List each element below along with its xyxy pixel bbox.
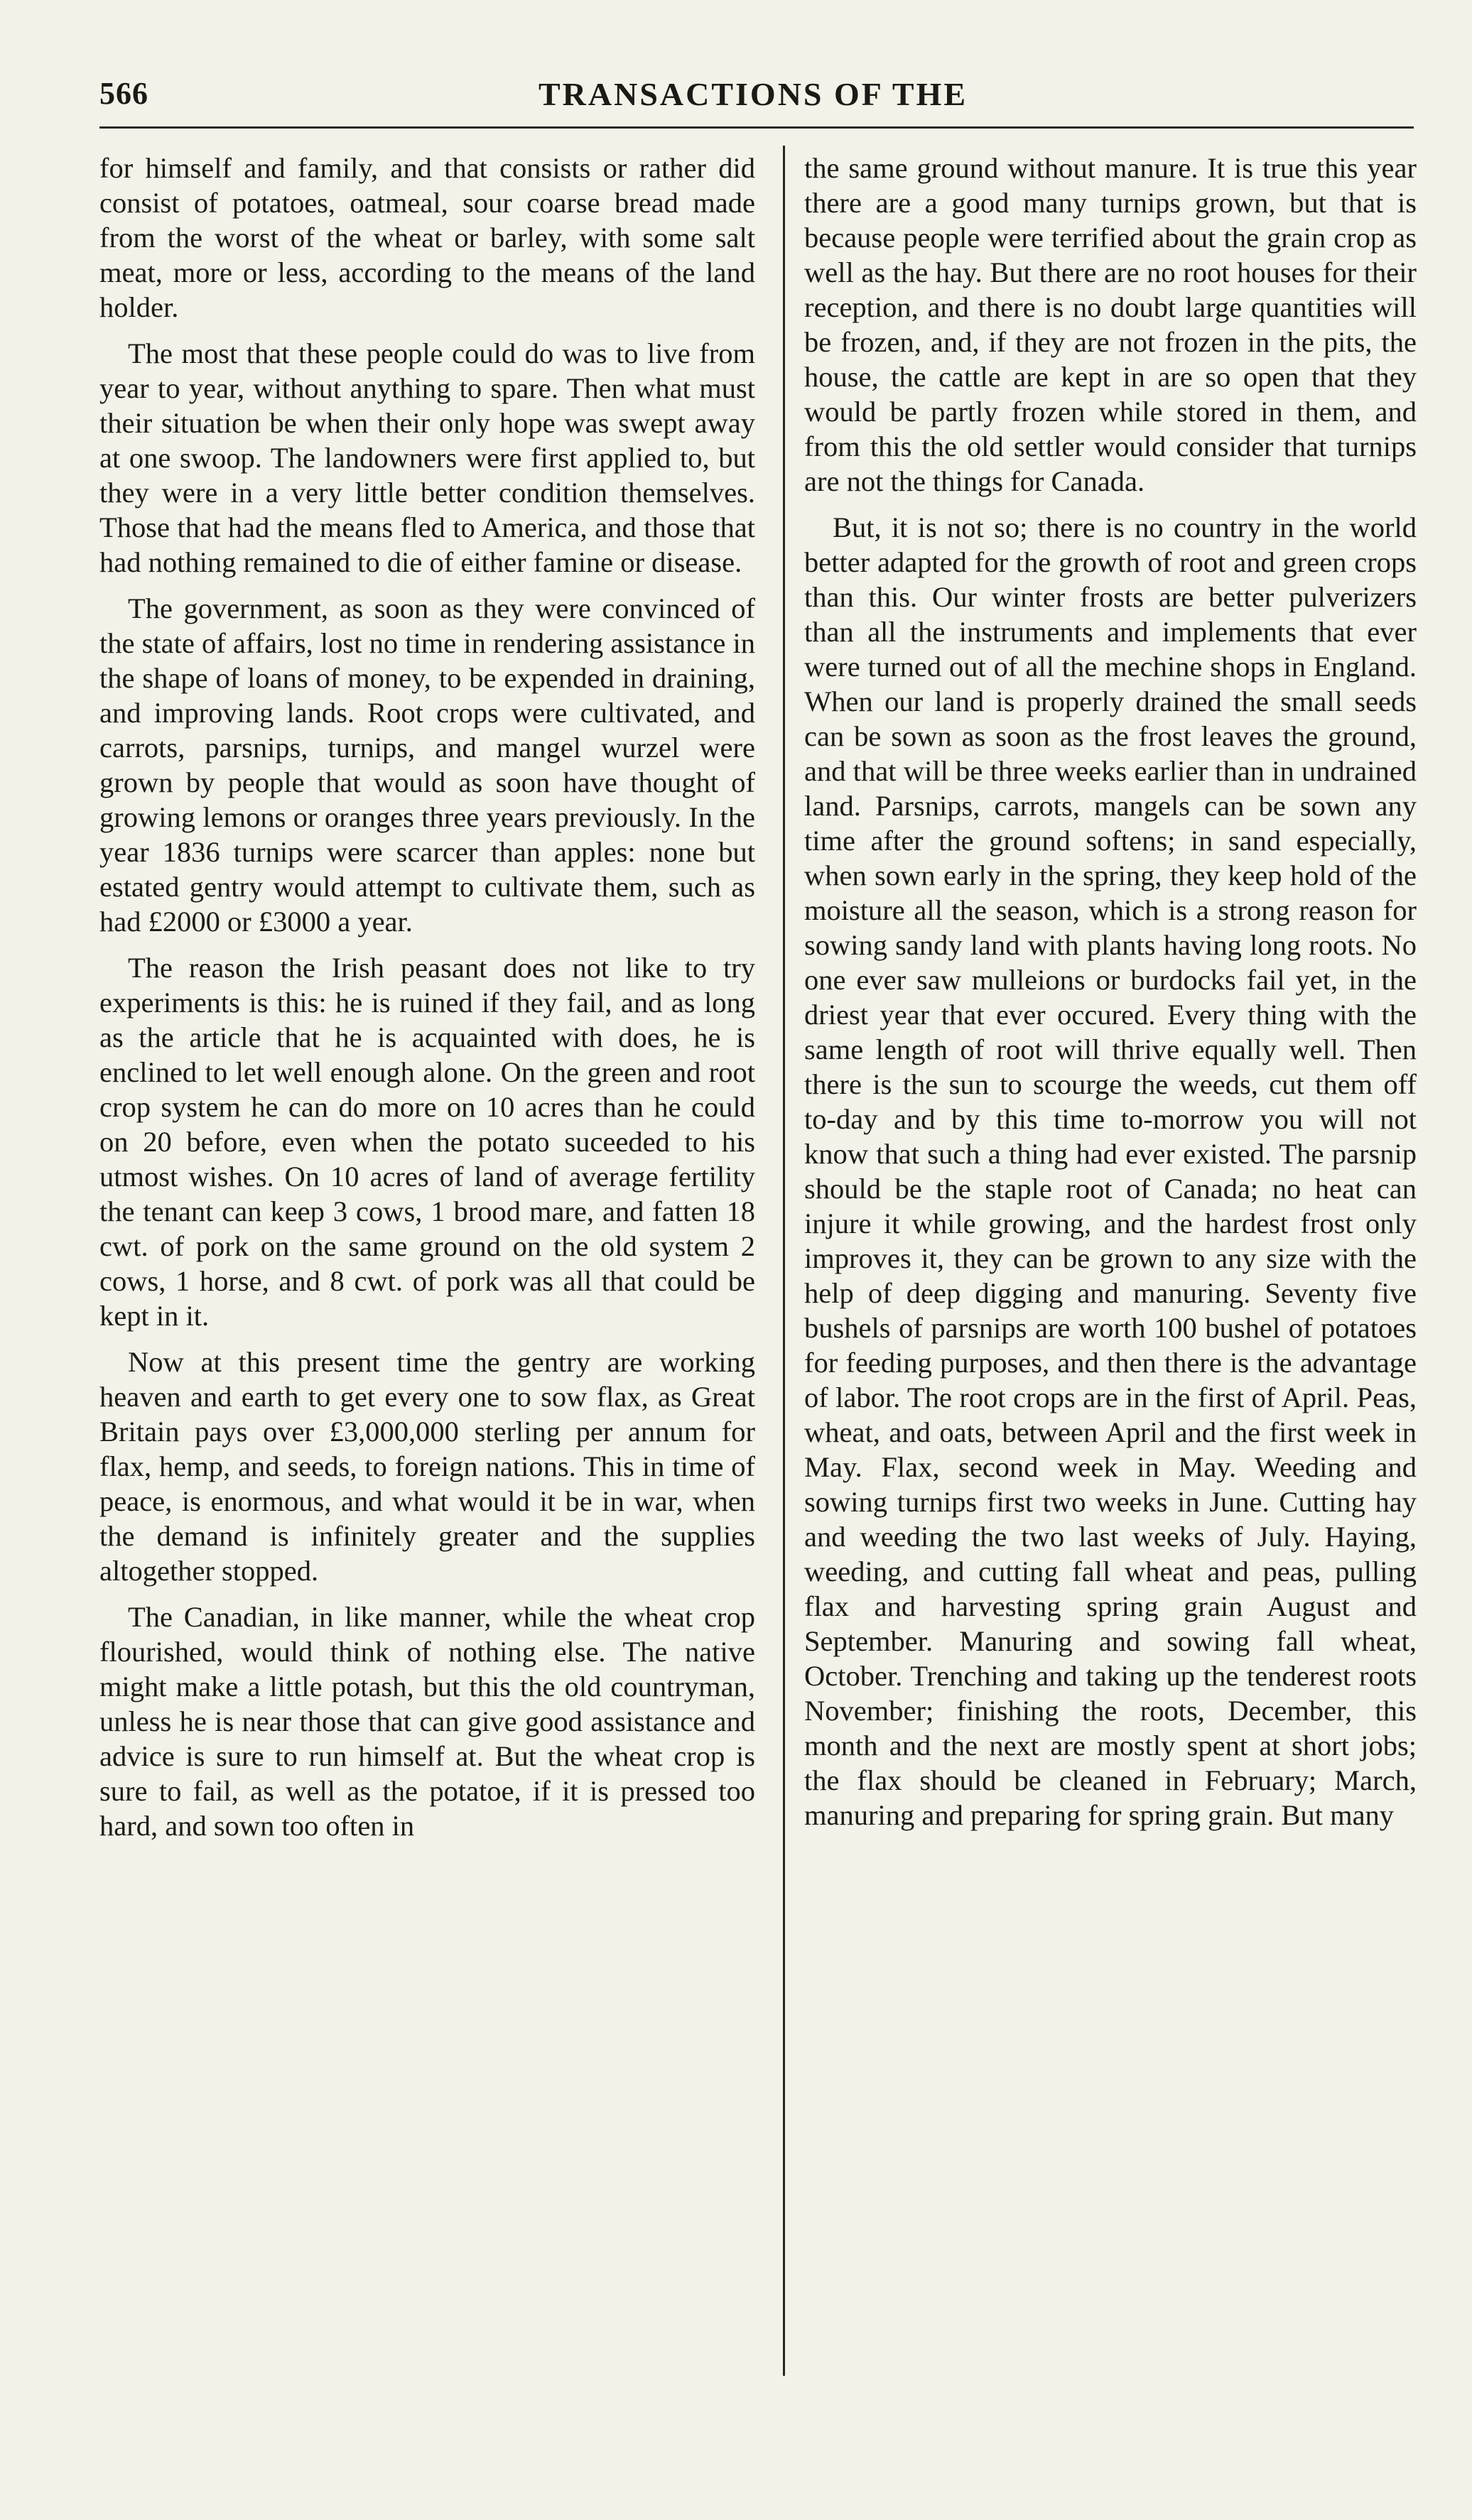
paragraph: The government, as soon as they were convinced of the state of affairs, lost no time in rendering assistance in the shape of loans of money, to be expended in draining, and improving lands. Root crops were cultivated, and carrots, parsnips, turnips, and mangel wurzel were grown by people that would as soon have thought of growing lemons or oranges three years previously. In the year 1836 turnips were scarcer than apples: none but estated gentry would attempt to cultivate them, such as had £2000 or £3000 a year.: [99, 592, 755, 938]
paragraph: The reason the Irish peasant does not like to try experiments is this: he is ruined if they fail, and as long as the article that he is acquainted with does, he is enclined to let well enough alone. On the green and root crop system he can do more on 10 acres than he could on 20 before, even when the potato suceeded to his utmost wishes. On 10 acres of land of average fertility the tenant can keep 3 cows, 1 brood mare, and fatten 18 cwt. of pork on the same ground on the old system 2 cows, 1 horse, and 8 cwt. of pork was all that could be kept in it.: [99, 952, 755, 1332]
paragraph: Now at this present time the gentry are working heaven and earth to get every one to sow flax, as Great Britain pays over £3,000,000 sterling per annum for flax, hemp, and seeds, to foreign nations. This in time of peace, is enormous, and what would it be in war, when the demand is infinitely greater and the supplies altogether stopped.: [99, 1346, 755, 1587]
left-column: [99, 151, 771, 1843]
page-header: [99, 71, 1407, 121]
right-column: [797, 151, 1417, 1832]
header-rule: [99, 126, 1414, 129]
paragraph: the same ground without manure. It is true this year there are a good many turnips grown, but that is because people were terrified about the grain crop as well as the hay. But there are no root houses for their reception, and there is no doubt large quantities will be frozen, and, if they are not frozen in the pits, the house, the cattle are kept in are so open that they would be partly frozen while stored in them, and from this the old settler would consider that turnips are not the things for Canada.: [804, 152, 1417, 497]
column-divider: [783, 146, 785, 2376]
paragraph: for himself and family, and that consists or rather did consist of potatoes, oatmeal, sour coarse bread made from the worst of the wheat or barley, with some salt meat, more or less, according to the means of the land holder.: [99, 152, 755, 323]
running-title: TRANSACTIONS OF THE: [538, 76, 968, 112]
paragraph: The most that these people could do was to live from year to year, without anything to spare. Then what must their situation be when their only hope was swept away at one swoop. The landowners were first applied to, but they were in a very little better condition themselves. Those that had the means fled to America, and those that had nothing remained to die of either famine or disease.: [99, 337, 755, 578]
paragraph: But, it is not so; there is no country in the world better adapted for the growth of root and green crops than this. Our winter frosts are better pulverizers than all the instruments and implements that ever were turned out of all the mechine shops in England. When our land is properly drained the small seeds can be sown as soon as the frost leaves the ground, and that will be three weeks earlier than in undrained land. Parsnips, carrots, mangels can be sown any time after the ground softens; in sand especially, when sown early in the spring, they keep hold of the moisture all the season, which is a strong reason for sowing sandy land with plants having long roots. No one ever saw mulleions or burdocks fail yet, in the driest year that ever occured. Every thing with the same length of root will thrive equally well. Then there is the sun to scourge the weeds, cut them off to-day and by this time to-morrow you will not know that such a thing had ever existed. The parsnip should be the staple root of Canada; no heat can injure it while growing, and the hardest frost only improves it, they can be grown to any size with the help of deep digging and manuring. Seventy five bushels of parsnips are worth 100 bushel of potatoes for feeding purposes, and then there is the advantage of labor. The root crops are in the first of April. Peas, wheat, and oats, between April and the first week in May. Flax, second week in May. Weeding and sowing turnips first two weeks in June. Cutting hay and weeding the two last weeks of July. Haying, weeding, and cutting fall wheat and peas, pulling flax and harvesting spring grain August and September. Manuring and sowing fall wheat, October. Trenching and taking up the tenderest roots November; finishing the roots, December, this month and the next are mostly spent at short jobs; the flax should be cleaned in February; March, manuring and preparing for spring grain. But many: [804, 511, 1417, 1831]
paragraph: The Canadian, in like manner, while the wheat crop flourished, would think of nothing else. The native might make a little potash, but this the old countryman, unless he is near those that can give good assistance and advice is sure to run himself at. But the wheat crop is sure to fail, as well as the potatoe, if it is pressed too hard, and sown too often in: [99, 1601, 755, 1842]
page-number: 566: [99, 76, 148, 111]
